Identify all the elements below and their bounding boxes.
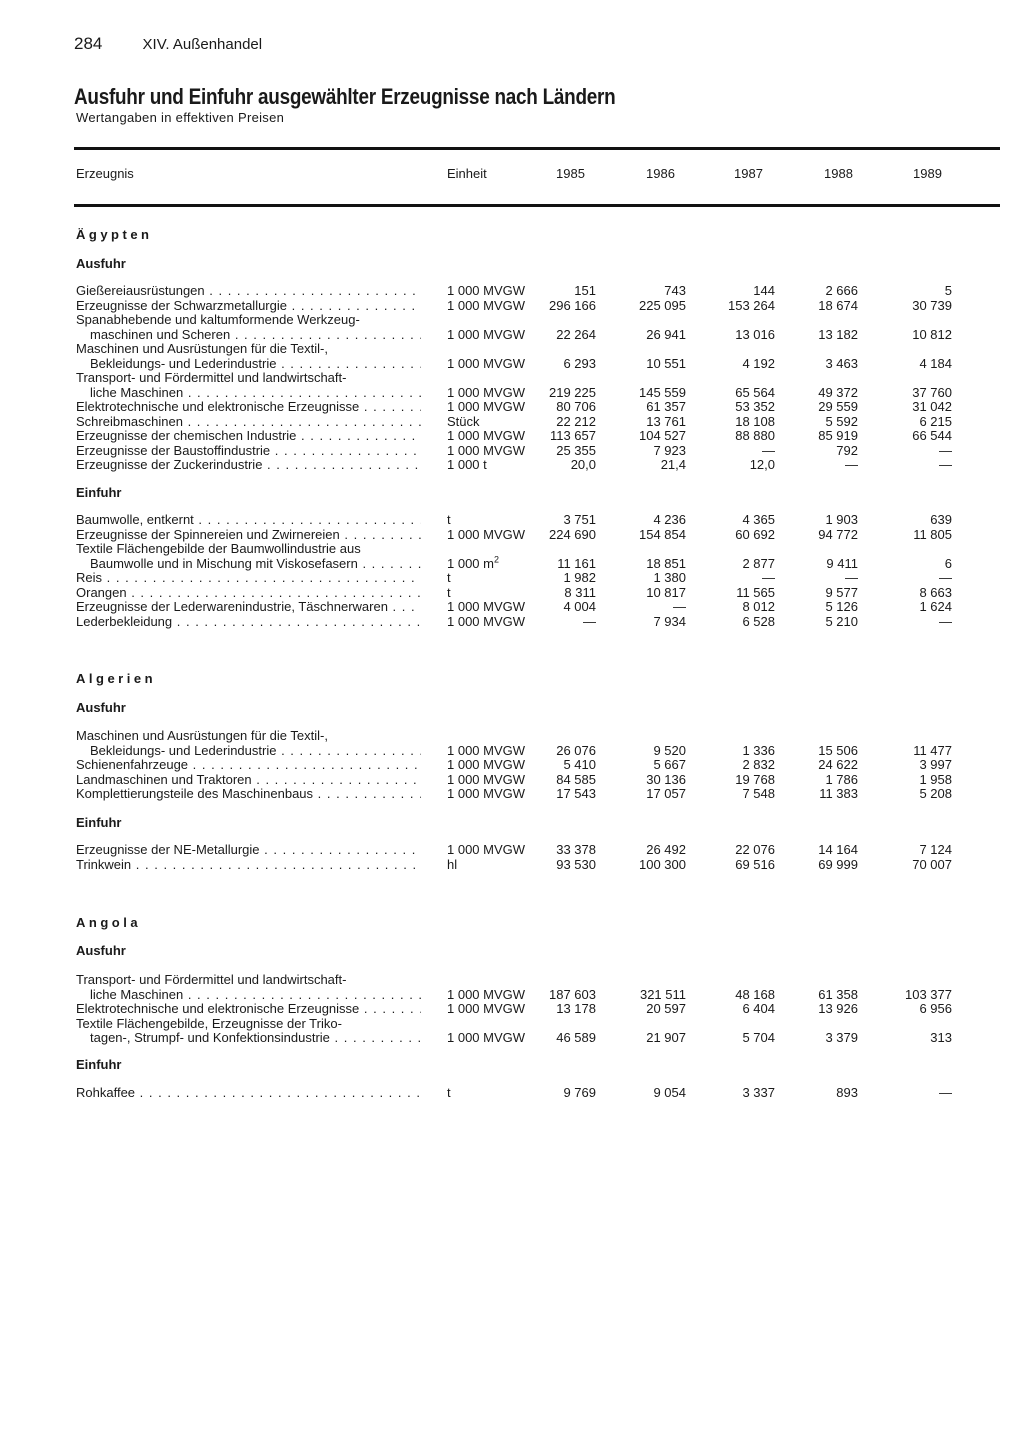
- value-cell: 6 215: [919, 413, 952, 429]
- row-label: Erzeugnisse der NE-Metallurgie . . .: [76, 842, 421, 857]
- value-cell: 17 057: [646, 786, 686, 801]
- value-cell: 53 352: [735, 399, 775, 414]
- col-product: Erzeugnis: [76, 166, 134, 181]
- value-cell: —: [762, 570, 775, 585]
- row-label: Elektrotechnische und elektronische Erzeugnisse . . .: [76, 399, 421, 414]
- value-cell: 6: [944, 555, 952, 571]
- value-cell: —: [939, 1085, 952, 1100]
- col-1987: 1987: [734, 166, 763, 181]
- value-cell: 1 903: [825, 512, 858, 527]
- value-cell: 2 666: [825, 283, 858, 298]
- row-unit: 1 000 MVGW: [447, 442, 526, 458]
- row-label: Bekleidungs- und Lederindustrie . . .: [90, 356, 421, 371]
- value-cell: 49 372: [818, 384, 858, 400]
- row-unit: 1 000 MVGW: [447, 399, 526, 414]
- row-label: Komplettierungsteile des Maschinenbaus . . .: [76, 786, 421, 801]
- value-cell: 113 657: [549, 428, 596, 443]
- value-cell: 1 624: [919, 599, 952, 614]
- value-cell: 9 577: [825, 584, 858, 600]
- value-cell: —: [939, 570, 952, 585]
- value-cell: 13 178: [556, 1001, 596, 1016]
- row-label: Orangen . . .: [76, 585, 421, 600]
- value-cell: 26 076: [556, 742, 596, 758]
- value-cell: 5 667: [653, 757, 686, 772]
- row-unit: t: [447, 512, 451, 527]
- value-cell: 61 358: [818, 986, 858, 1002]
- row-label: Elektrotechnische und elektronische Erzeugnisse . . .: [76, 1001, 421, 1016]
- value-cell: 69 999: [818, 857, 858, 872]
- value-cell: 4 236: [653, 512, 686, 527]
- value-cell: 30 136: [646, 771, 686, 787]
- value-cell: 18 851: [646, 555, 686, 571]
- value-cell: —: [939, 442, 952, 458]
- value-cell: 9 411: [826, 555, 858, 571]
- row-unit: 1 000 $m^2$: [447, 554, 499, 571]
- row-label: liche Maschinen . . .: [90, 385, 421, 400]
- value-cell: 100 300: [639, 857, 686, 872]
- table-row: [0, 585, 1024, 600]
- value-cell: 11 565: [736, 584, 775, 600]
- value-cell: 18 674: [818, 297, 858, 313]
- col-unit: Einheit: [447, 166, 487, 181]
- table-row: [0, 356, 1024, 371]
- value-cell: 6 293: [563, 355, 596, 371]
- value-cell: 10 551: [646, 355, 686, 371]
- value-cell: 154 854: [639, 526, 686, 542]
- row-unit: 1 000 MVGW: [447, 326, 526, 342]
- table-row: [0, 757, 1024, 772]
- table-top-rule: [74, 147, 1000, 150]
- value-cell: 104 527: [639, 428, 686, 443]
- value-cell: 61 357: [646, 399, 686, 414]
- value-cell: 5: [944, 283, 952, 298]
- value-cell: 296 166: [549, 297, 596, 313]
- page-subtitle: Wertangaben in effektiven Preisen: [76, 110, 285, 125]
- value-cell: 5 592: [825, 413, 858, 429]
- value-cell: 10 812: [912, 326, 952, 342]
- table-row: [0, 443, 1024, 458]
- value-cell: 30 739: [912, 297, 952, 313]
- row-label: Baumwolle und in Mischung mit Viskosefasern . . .: [90, 556, 421, 571]
- row-unit: 1 000 MVGW: [447, 283, 526, 298]
- value-cell: 5 704: [742, 1030, 775, 1045]
- table-row: [0, 857, 1024, 872]
- table-row: [0, 457, 1024, 472]
- value-cell: 80 706: [556, 399, 596, 414]
- table-row: [0, 570, 1024, 585]
- value-cell: 13 761: [646, 413, 686, 429]
- row-label: Maschinen und Ausrüstungen für die Textil-,: [76, 341, 328, 356]
- value-cell: 5 410: [563, 757, 596, 772]
- value-cell: 2 877: [742, 555, 775, 571]
- table-row: [0, 599, 1024, 614]
- subheading-einfuhr: Einfuhr: [76, 815, 122, 830]
- row-label: Lederbekleidung . . .: [76, 614, 421, 629]
- value-cell: 37 760: [912, 384, 952, 400]
- value-cell: 225 095: [639, 297, 686, 313]
- table-row: [0, 283, 1024, 298]
- row-unit: 1 000 MVGW: [447, 526, 526, 542]
- value-cell: 1 982: [563, 570, 596, 585]
- value-cell: 5 208: [919, 786, 952, 801]
- value-cell: —: [845, 457, 858, 472]
- chapter-title: XIV. Außenhandel: [142, 36, 263, 53]
- col-1988: 1988: [824, 166, 853, 181]
- country-heading-algerien: Algerien: [76, 671, 157, 686]
- row-unit: t: [447, 570, 451, 585]
- value-cell: 29 559: [818, 399, 858, 414]
- value-cell: 26 941: [646, 326, 686, 342]
- subheading-ausfuhr: Ausfuhr: [76, 943, 126, 958]
- row-unit: t: [447, 1085, 451, 1100]
- value-cell: 25 355: [556, 442, 596, 458]
- country-heading-angola: Angola: [76, 915, 142, 930]
- value-cell: 9 520: [653, 742, 686, 758]
- table-row: [0, 341, 1024, 356]
- value-cell: 31 042: [912, 399, 952, 414]
- table-row: [0, 1001, 1024, 1016]
- value-cell: 11 805: [913, 526, 952, 542]
- table-row: [0, 1030, 1024, 1045]
- row-unit: 1 000 MVGW: [447, 842, 526, 857]
- table-row: [0, 614, 1024, 629]
- value-cell: 22 076: [735, 842, 775, 857]
- value-cell: 7 923: [653, 442, 686, 458]
- value-cell: 4 004: [563, 599, 596, 614]
- row-label: Gießereiausrüstungen . . .: [76, 283, 421, 298]
- value-cell: 5 210: [825, 613, 858, 629]
- value-cell: 17 543: [556, 786, 596, 801]
- table-row: [0, 399, 1024, 414]
- value-cell: 10 817: [646, 584, 686, 600]
- value-cell: 4 184: [919, 355, 952, 371]
- row-label: Erzeugnisse der Baustoffindustrie . . .: [76, 443, 421, 458]
- value-cell: 1 336: [742, 742, 775, 758]
- value-cell: 18 108: [735, 413, 775, 429]
- col-1989: 1989: [913, 166, 942, 181]
- table-row: [0, 842, 1024, 857]
- value-cell: 20,0: [570, 457, 596, 472]
- value-cell: 69 516: [735, 857, 775, 872]
- header-bottom-rule: [74, 204, 1000, 207]
- row-unit: 1 000 t: [447, 457, 487, 472]
- row-label: Transport- und Fördermittel und landwirtschaft-: [76, 370, 347, 385]
- value-cell: 65 564: [735, 384, 775, 400]
- value-cell: —: [762, 442, 775, 458]
- value-cell: 792: [836, 442, 858, 458]
- value-cell: 70 007: [912, 857, 952, 872]
- table-row: [0, 327, 1024, 342]
- value-cell: 219 225: [549, 384, 596, 400]
- value-cell: 3 751: [563, 512, 596, 527]
- column-header-row: [0, 166, 1024, 184]
- row-label: Schreibmaschinen . . .: [76, 414, 421, 429]
- value-cell: —: [673, 599, 686, 614]
- value-cell: 22 212: [556, 413, 596, 429]
- row-unit: 1 000 MVGW: [447, 742, 526, 758]
- table-row: [0, 743, 1024, 758]
- value-cell: 313: [930, 1030, 952, 1045]
- row-unit: 1 000 MVGW: [447, 355, 526, 371]
- value-cell: 2 832: [742, 757, 775, 772]
- row-label: tagen-, Strumpf- und Konfektionsindustrie . . .: [90, 1030, 421, 1045]
- value-cell: 8 012: [742, 599, 775, 614]
- row-unit: 1 000 MVGW: [447, 1030, 526, 1045]
- row-unit: 1 000 MVGW: [447, 613, 526, 629]
- value-cell: 224 690: [549, 526, 596, 542]
- value-cell: —: [939, 457, 952, 472]
- value-cell: 21,4: [660, 457, 686, 472]
- row-label: Bekleidungs- und Lederindustrie . . .: [90, 743, 421, 758]
- row-unit: Stück: [447, 413, 480, 429]
- row-unit: hl: [447, 857, 458, 872]
- value-cell: 22 264: [556, 326, 596, 342]
- table-row: [0, 1016, 1024, 1031]
- page-title: Ausfuhr und Einfuhr ausgewählter Erzeugnisse nach Ländern: [74, 84, 616, 109]
- value-cell: 151: [574, 283, 596, 298]
- row-unit: t: [447, 584, 451, 600]
- subheading-ausfuhr: Ausfuhr: [76, 700, 126, 715]
- value-cell: 4 365: [742, 512, 775, 527]
- value-cell: 1 958: [919, 771, 952, 787]
- row-label: Textile Flächengebilde, Erzeugnisse der Triko-: [76, 1015, 342, 1031]
- subheading-ausfuhr: Ausfuhr: [76, 256, 126, 271]
- row-label: Erzeugnisse der chemischen Industrie . . .: [76, 428, 421, 443]
- value-cell: 9 054: [653, 1085, 686, 1100]
- table-row: [0, 385, 1024, 400]
- row-label: Schienenfahrzeuge . . .: [76, 757, 421, 772]
- row-unit: 1 000 MVGW: [447, 771, 526, 787]
- page-header: [74, 34, 262, 54]
- value-cell: 3 997: [919, 757, 952, 772]
- table-row: [0, 428, 1024, 443]
- row-label: Maschinen und Ausrüstungen für die Textil-,: [76, 728, 328, 743]
- value-cell: 144: [753, 283, 775, 298]
- value-cell: 24 622: [818, 757, 858, 772]
- col-1985: 1985: [556, 166, 585, 181]
- value-cell: 3 379: [825, 1030, 858, 1045]
- subheading-einfuhr: Einfuhr: [76, 485, 122, 500]
- value-cell: 66 544: [912, 428, 952, 443]
- value-cell: 85 919: [818, 428, 858, 443]
- value-cell: 11 477: [913, 742, 952, 758]
- value-cell: 321 511: [639, 986, 686, 1002]
- row-label: Erzeugnisse der Zuckerindustrie . . .: [76, 457, 421, 472]
- table-row: [0, 556, 1024, 571]
- table-row: [0, 512, 1024, 527]
- value-cell: 6 528: [742, 613, 775, 629]
- row-unit: 1 000 MVGW: [447, 986, 526, 1002]
- row-unit: 1 000 MVGW: [447, 599, 526, 614]
- row-label: Transport- und Fördermittel und landwirtschaft-: [76, 972, 347, 987]
- value-cell: 7 548: [742, 786, 775, 801]
- row-label: Erzeugnisse der Lederwarenindustrie, Täschnerwaren . . .: [76, 599, 421, 614]
- row-label: Baumwolle, entkernt . . .: [76, 512, 421, 527]
- value-cell: 94 772: [818, 526, 858, 542]
- table-row: [0, 370, 1024, 385]
- row-label: Erzeugnisse der Schwarzmetallurgie . . .: [76, 298, 421, 313]
- table-row: [0, 1085, 1024, 1100]
- value-cell: 145 559: [639, 384, 686, 400]
- value-cell: 153 264: [728, 297, 775, 313]
- value-cell: 88 880: [735, 428, 775, 443]
- table-row: [0, 541, 1024, 556]
- table-row: [0, 414, 1024, 429]
- value-cell: 26 492: [646, 842, 686, 857]
- value-cell: 15 506: [818, 742, 858, 758]
- row-unit: 1 000 MVGW: [447, 297, 526, 313]
- table-row: [0, 772, 1024, 787]
- table-row: [0, 298, 1024, 313]
- value-cell: —: [583, 613, 596, 629]
- value-cell: 639: [930, 512, 952, 527]
- value-cell: 743: [664, 283, 686, 298]
- row-unit: 1 000 MVGW: [447, 786, 526, 801]
- value-cell: —: [845, 570, 858, 585]
- value-cell: 6 404: [742, 1001, 775, 1016]
- value-cell: 93 530: [556, 857, 596, 872]
- value-cell: 84 585: [556, 771, 596, 787]
- table-row: [0, 728, 1024, 743]
- value-cell: 19 768: [735, 771, 775, 787]
- value-cell: 11 383: [819, 786, 858, 801]
- row-label: Landmaschinen und Traktoren . . .: [76, 772, 421, 787]
- value-cell: 103 377: [905, 986, 952, 1002]
- value-cell: 1 380: [653, 570, 686, 585]
- col-1986: 1986: [646, 166, 675, 181]
- value-cell: 12,0: [749, 457, 775, 472]
- value-cell: 8 663: [919, 584, 952, 600]
- value-cell: 187 603: [549, 986, 596, 1002]
- value-cell: 3 463: [825, 355, 858, 371]
- table-row: [0, 972, 1024, 987]
- value-cell: 5 126: [825, 599, 858, 614]
- value-cell: 14 164: [818, 842, 858, 857]
- row-label: Rohkaffee . . .: [76, 1085, 421, 1100]
- value-cell: 7 124: [919, 842, 952, 857]
- value-cell: 13 182: [818, 326, 858, 342]
- row-label: Trinkwein . . .: [76, 857, 421, 872]
- subheading-einfuhr: Einfuhr: [76, 1057, 122, 1072]
- value-cell: 21 907: [646, 1030, 686, 1045]
- row-label: liche Maschinen . . .: [90, 987, 421, 1002]
- value-cell: 60 692: [735, 526, 775, 542]
- value-cell: 1 786: [825, 771, 858, 787]
- value-cell: 6 956: [919, 1001, 952, 1016]
- value-cell: 48 168: [735, 986, 775, 1002]
- row-unit: 1 000 MVGW: [447, 757, 526, 772]
- value-cell: 893: [836, 1085, 858, 1100]
- row-label: Textile Flächengebilde der Baumwollindustrie aus: [76, 541, 361, 556]
- value-cell: 46 589: [556, 1030, 596, 1045]
- table-row: [0, 987, 1024, 1002]
- value-cell: 11 161: [557, 555, 596, 571]
- value-cell: 9 769: [563, 1085, 596, 1100]
- value-cell: 33 378: [556, 842, 596, 857]
- table-row: [0, 527, 1024, 542]
- table-row: [0, 312, 1024, 327]
- country-heading-aegypten: Ägypten: [76, 227, 153, 242]
- row-unit: 1 000 MVGW: [447, 428, 526, 443]
- value-cell: 3 337: [742, 1085, 775, 1100]
- row-label: Reis . . .: [76, 570, 421, 585]
- value-cell: 20 597: [646, 1001, 686, 1016]
- row-unit: 1 000 MVGW: [447, 384, 526, 400]
- value-cell: 7 934: [653, 613, 686, 629]
- value-cell: 4 192: [742, 355, 775, 371]
- table-row: [0, 786, 1024, 801]
- value-cell: —: [939, 613, 952, 629]
- value-cell: 13 016: [735, 326, 775, 342]
- value-cell: 8 311: [564, 584, 596, 600]
- row-unit: 1 000 MVGW: [447, 1001, 526, 1016]
- row-label: maschinen und Scheren . . .: [90, 327, 421, 342]
- value-cell: 13 926: [818, 1001, 858, 1016]
- page-number: 284: [74, 34, 103, 53]
- row-label: Erzeugnisse der Spinnereien und Zwirnereien . . .: [76, 527, 421, 542]
- row-label: Spanabhebende und kaltumformende Werkzeug-: [76, 312, 360, 327]
